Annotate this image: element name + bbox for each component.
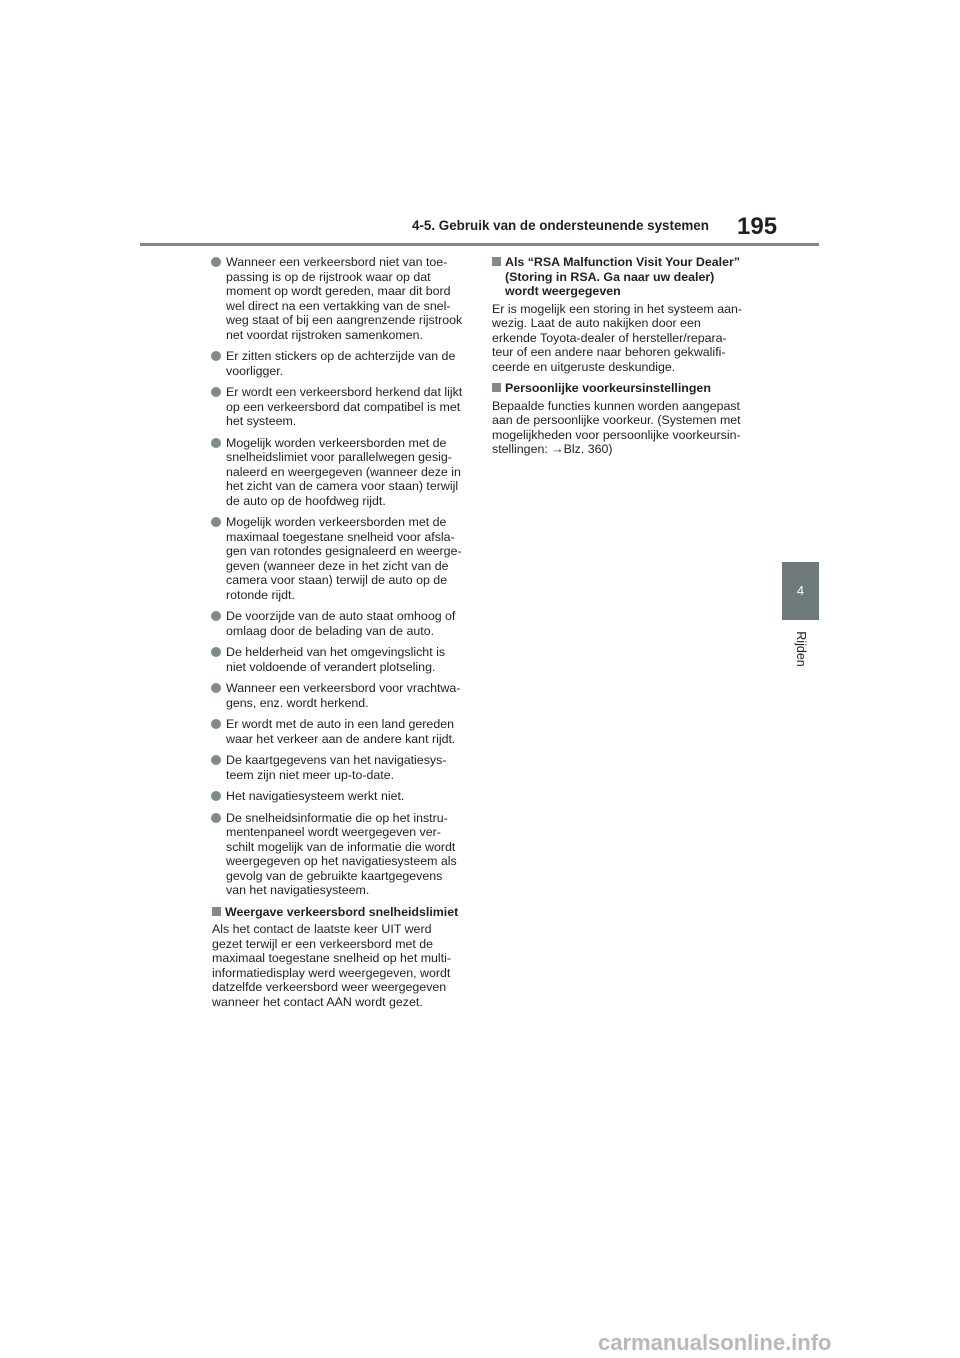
text-line: stellingen: →Blz. 360)	[492, 442, 613, 456]
bullet-item	[212, 255, 474, 342]
text-line: weg staat of bij een aangrenzende rijstrook	[226, 313, 463, 327]
text-line: geven (wanneer deze in het zicht van de	[226, 558, 449, 573]
text-line: aan de persoonlijke voorkeur. (Systemen met	[492, 413, 741, 427]
header-divider	[140, 243, 819, 246]
bullet-item	[212, 436, 474, 509]
text-line: Bepaalde functies kunnen worden aangepast	[492, 398, 741, 413]
text-line: Er wordt met de auto in een land gereden	[226, 717, 454, 731]
footer-watermark: carmanualsonline.info	[598, 1330, 832, 1355]
text-line: passing is op de rijstrook waar op dat	[226, 269, 431, 284]
left-column	[212, 255, 474, 1016]
text-line: Als “RSA Malfunction Visit Your Dealer”	[505, 255, 741, 269]
round-bullet-icon	[211, 611, 221, 621]
text-line: net voordat rijstroken samenkomen.	[226, 327, 423, 342]
square-bullet-icon	[212, 907, 221, 916]
text-line: erkende Toyota-dealer of hersteller/repara-	[492, 330, 727, 345]
bullet-item	[212, 753, 474, 782]
text-line: op een verkeersbord dat compatibel is met	[226, 399, 461, 414]
round-bullet-icon	[211, 813, 221, 823]
text-line: Mogelijk worden verkeersborden met de	[226, 515, 447, 529]
section-title: 4-5. Gebruik van de ondersteunende systemen	[412, 218, 709, 233]
round-bullet-icon	[211, 517, 221, 527]
text-line: maximaal toegestane snelheid voor afsla-	[226, 529, 455, 544]
bullet-item	[212, 789, 474, 804]
round-bullet-icon	[211, 755, 221, 765]
round-bullet-icon	[211, 647, 221, 657]
text-line: De voorzijde van de auto staat omhoog of	[226, 609, 456, 623]
chapter-tab-label	[782, 620, 819, 678]
round-bullet-icon	[211, 351, 221, 361]
text-line: omlaag door de belading van de auto.	[226, 623, 435, 638]
text-line: De helderheid van het omgevingslicht is	[226, 645, 446, 659]
text-line: wezig. Laat de auto nakijken door een	[492, 316, 701, 330]
body-paragraph	[212, 922, 474, 1009]
text-line: van het navigatiesysteem.	[226, 883, 370, 897]
round-bullet-icon	[211, 791, 221, 801]
chapter-tab-number: 4	[782, 562, 819, 620]
text-line: het zicht van de camera voor staan) terwijl	[226, 479, 459, 493]
text-line: moment op wordt gereden, maar dit bord	[226, 284, 451, 298]
text-line: het systeem.	[226, 414, 297, 428]
round-bullet-icon	[211, 257, 221, 267]
text-line: weergegeven op het navigatiesysteem als	[226, 854, 457, 868]
bullet-item	[212, 717, 474, 746]
text-line: wanneer het contact AAN wordt gezet.	[212, 994, 423, 1009]
text-line: (Storing in RSA. Ga naar uw dealer)	[505, 269, 715, 284]
text-line: mogelijkheden voor persoonlijke voorkeursin-	[492, 427, 741, 442]
text-line: gens, enz. wordt herkend.	[226, 695, 369, 710]
body-paragraph	[492, 302, 754, 375]
text-line: maximaal toegestane snelheid op het multi-	[212, 951, 451, 965]
text-line: Er zitten stickers op de achterzijde van de	[226, 349, 456, 363]
section-heading	[212, 905, 474, 920]
text-line: Er wordt een verkeersbord herkend dat lijkt	[226, 385, 463, 399]
text-line: ceerde en uitgeruste deskundige.	[492, 359, 676, 374]
text-line: waar het verkeer aan de andere kant rijdt.	[226, 731, 456, 746]
page-number: 195	[737, 213, 778, 240]
square-bullet-icon	[492, 383, 501, 392]
bullet-item	[212, 609, 474, 638]
text-line: naleerd en weergegeven (wanneer deze in	[226, 464, 461, 479]
bullet-item	[212, 681, 474, 710]
text-line: teur of een andere naar behoren gekwalifi-	[492, 345, 726, 359]
round-bullet-icon	[211, 387, 221, 397]
section-heading	[492, 255, 754, 299]
round-bullet-icon	[211, 719, 221, 729]
text-line: snelheidslimiet voor parallelwegen gesig-	[226, 450, 452, 464]
text-line: Wanneer een verkeersbord niet van toe-	[226, 255, 448, 269]
text-line: gevolg van de gebruikte kaartgegevens	[226, 868, 443, 883]
text-line: Er is mogelijk een storing in het systeem aan-	[492, 301, 742, 316]
text-line: schilt mogelijk van de informatie die wordt	[226, 839, 456, 854]
text-line: mentenpaneel wordt weergegeven ver-	[226, 825, 441, 839]
text-line: niet voldoende of verandert plotseling.	[226, 659, 436, 674]
text-line: De kaartgegevens van het navigatiesys-	[226, 753, 447, 767]
text-line: de auto op de hoofdweg rijdt.	[226, 493, 386, 508]
bullet-item	[212, 385, 474, 429]
text-line: Als het contact de laatste keer UIT werd	[212, 922, 432, 936]
text-line: Het navigatiesysteem werkt niet.	[226, 789, 405, 803]
text-line: Weergave verkeersbord snelheidslimiet	[225, 904, 459, 919]
text-line: Persoonlijke voorkeursinstellingen	[505, 381, 711, 395]
text-line: informatiedisplay werd weergegeven, wordt	[212, 965, 451, 980]
text-line: datzelfde verkeersbord weer weergegeven	[212, 980, 447, 994]
text-line: gezet terwijl er een verkeersbord met de	[212, 936, 434, 951]
text-line: Wanneer een verkeersbord voor vrachtwa-	[226, 681, 461, 695]
body-paragraph	[492, 399, 754, 457]
bullet-item	[212, 645, 474, 674]
text-line: voorligger.	[226, 363, 284, 378]
text-line: camera voor staan) terwijl de auto op de	[226, 573, 448, 587]
bullet-item	[212, 515, 474, 602]
text-line: teem zijn niet meer up-to-date.	[226, 767, 395, 782]
square-bullet-icon	[492, 257, 501, 266]
section-heading	[492, 381, 754, 396]
round-bullet-icon	[211, 438, 221, 448]
text-line: rotonde rijdt.	[226, 587, 295, 602]
right-column	[492, 255, 754, 464]
round-bullet-icon	[211, 683, 221, 693]
text-line: wel direct na een vertakking van de snel-	[226, 298, 451, 313]
text-line: De snelheidsinformatie die op het instru-	[226, 810, 448, 825]
text-line: wordt weergegeven	[505, 284, 621, 298]
bullet-item	[212, 811, 474, 898]
text-line: gen van rotondes gesignaleerd en weerge-	[226, 544, 462, 558]
text-line: Mogelijk worden verkeersborden met de	[226, 435, 447, 450]
chapter-label-text: Rijden	[793, 631, 808, 667]
bullet-item	[212, 349, 474, 378]
